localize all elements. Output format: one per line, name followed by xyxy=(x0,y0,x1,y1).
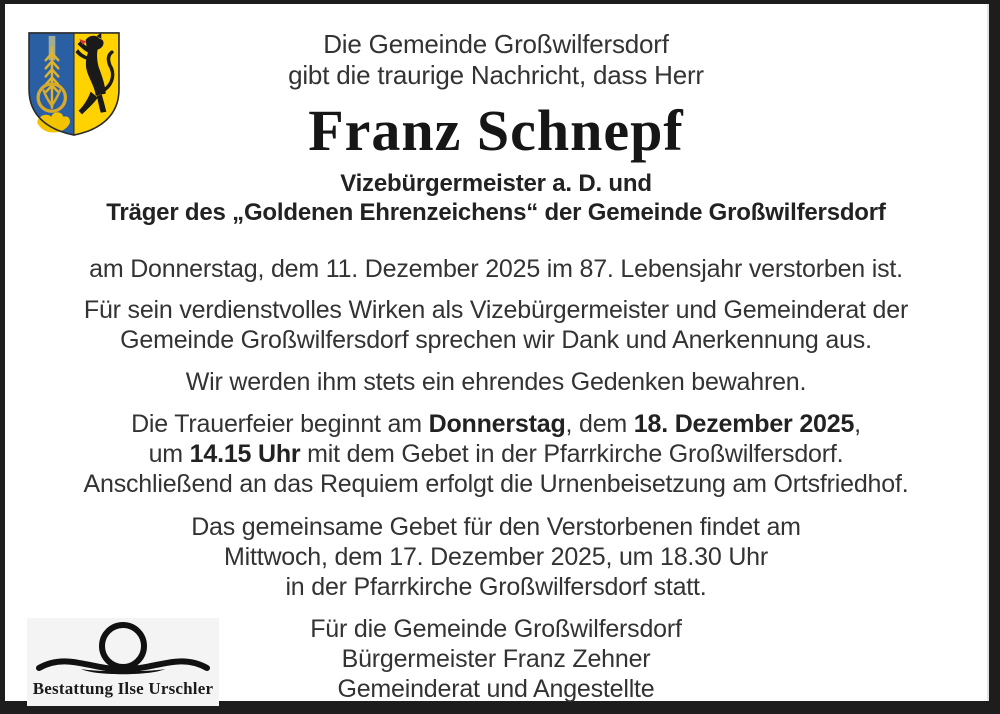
sun-over-wave-icon xyxy=(33,618,213,680)
funeral-date-bold: 18. Dezember 2025 xyxy=(633,410,855,438)
subtitle-line-2: Träger des „Goldenen Ehrenzeichens“ der Gemeinde Großwilfersdorf xyxy=(106,199,886,226)
funeral-seg1: Die Trauerfeier beginnt am xyxy=(131,410,429,438)
deceased-name: Franz Schnepf xyxy=(308,98,684,163)
notice-content xyxy=(5,4,987,704)
subtitle-block xyxy=(5,169,987,227)
intro-block xyxy=(5,29,987,91)
funeral-line-2 xyxy=(5,439,987,469)
funeral-home-name: Bestattung Ilse Urschler xyxy=(32,679,214,698)
funeral-time-bold: 14.15 Uhr xyxy=(189,440,301,468)
tribute-paragraph xyxy=(5,295,987,355)
funeral-day-bold: Donnerstag xyxy=(428,410,566,438)
funeral-line-1 xyxy=(5,409,987,439)
funeral-paragraph xyxy=(5,409,987,499)
funeral-seg3: , dem xyxy=(565,410,634,438)
funeral-home-logo xyxy=(27,618,219,706)
remembrance-line: Wir werden ihm stets ein ehrendes Gedenken bewahren. xyxy=(185,368,807,396)
subtitle-line-1: Vizebürgermeister a. D. und xyxy=(340,170,652,197)
prayer-line-1: Das gemeinsame Gebet für den Verstorbenen findet am xyxy=(191,513,801,541)
tribute-line-1: Für sein verdienstvolles Wirken als Vizebürgermeister und Gemeinderat der xyxy=(83,296,909,324)
prayer-line-3: in der Pfarrkirche Großwilfersdorf statt. xyxy=(285,573,707,601)
closing-line-2: Bürgermeister Franz Zehner xyxy=(341,645,651,673)
intro-line-2: gibt die traurige Nachricht, dass Herr xyxy=(288,60,704,90)
tribute-line-2: Gemeinde Großwilfersdorf sprechen wir Dank und Anerkennung aus. xyxy=(120,326,872,354)
funeral-seg6: um xyxy=(148,440,190,468)
funeral-seg8: mit dem Gebet in der Pfarrkirche Großwilfersdorf. xyxy=(300,440,844,468)
death-date-line: am Donnerstag, dem 11. Dezember 2025 im 87. Lebensjahr verstorben ist. xyxy=(89,255,903,283)
prayer-paragraph xyxy=(5,512,987,602)
notice-sheet xyxy=(5,4,989,701)
intro-line-1: Die Gemeinde Großwilfersdorf xyxy=(323,29,669,59)
closing-line-3: Gemeinderat und Angestellte xyxy=(337,675,655,703)
funeral-seg5: , xyxy=(854,410,861,438)
closing-line-1: Für die Gemeinde Großwilfersdorf xyxy=(310,615,682,643)
prayer-line-2: Mittwoch, dem 17. Dezember 2025, um 18.30 Uhr xyxy=(223,543,769,571)
funeral-line-3: Anschließend an das Requiem erfolgt die Urnenbeisetzung am Ortsfriedhof. xyxy=(83,470,909,498)
